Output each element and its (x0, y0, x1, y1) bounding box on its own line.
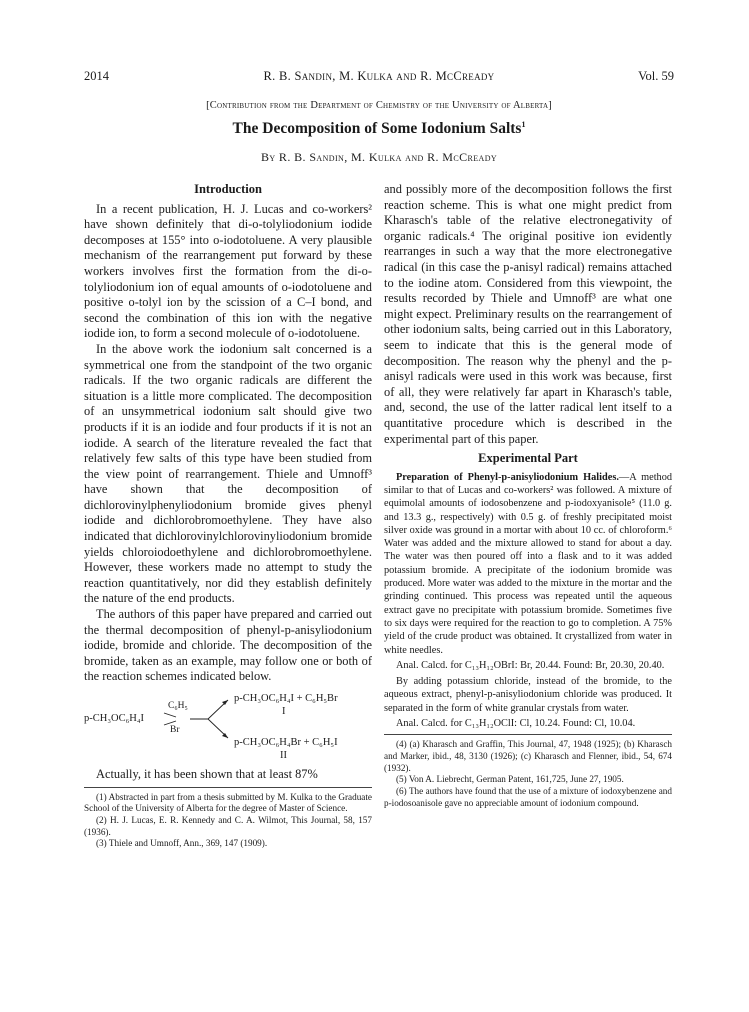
scheme-product-2: p-CH₃OC₆H₄Br + C₆H₅I (234, 737, 338, 748)
continued-paragraph: and possibly more of the decomposition follows the first reaction scheme. This is what one might predict from Kharasch's table of the relative electronegativity of organic radicals.⁴ The original positive ion evidently rearranges in such a way that the more electronegative radical (in this case the p-anisyl radical) remains attached to the iodine atom. Considered from this viewpoint, the results recorded by Thiele and Umnoff³ are what one might expect. Preliminary results on the rearrangement of other iodonium salts, being carried out in this Laboratory, seem to indicate that this is the general mode of decomposition. The reason why the phenyl and the p-anisyl radicals were used in this work was because, first of all, they were relatively far apart in Kharasch's table, and, second, the use of the latter radical lent itself to a quantitative procedure which is described in the experimental part of this paper. (384, 182, 672, 446)
title-footnote-mark: 1 (521, 120, 526, 129)
preparation-text: —A method similar to that of Lucas and co-workers² was followed. A mixture of equimolal amounts of iodosobenzene and p-iodoxyanisole⁵ (11.0 g. and 13.3 g., respectively) with 0.5 g. of freshly precipitated moist silver oxide was ground in a mortar with about 10 cc. of chloroform.⁶ Water was added and the mixture allowed to stand for about a day. The water was then poured off into a flask and to it was added potassium bromide. A precipitate of the iodonium bromide was produced. More water was added to the mixture in the mortar and the grinding continued. This process was repeated until the aqueous extract gave no precipitate with potassium bromide. Sometimes five to six days were required for the reaction to go to completion. A 75% yield of the crude product was obtained. It crystallized from water in white needles. (384, 471, 672, 656)
page-number: 2014 (84, 69, 109, 83)
footnote-5: (5) Von A. Liebrecht, German Patent, 161,725, June 27, 1905. (396, 774, 624, 785)
introduction-heading: Introduction (194, 182, 262, 196)
scheme-label-1: I (282, 706, 286, 717)
scheme-sub-bottom: Br (170, 725, 180, 735)
reaction-scheme (84, 691, 372, 761)
scheme-product-1: p-CH₃OC₆H₄I + C₆H₅Br (234, 693, 338, 704)
article-title-text: The Decomposition of Some Iodonium Salts (232, 120, 522, 138)
experimental-section (384, 471, 672, 731)
scheme-label-2: II (280, 750, 287, 761)
right-column (384, 182, 672, 810)
intro-paragraph-1: In a recent publication, H. J. Lucas and co-workers² have shown definitely that di-o-tolyliodonium iodide decomposes at 155° into o-iodotoluene. A very plausible mechanism of the rearrangement put forward by these workers involves first the formation from the di-o-tolyliodonium ion of equal amounts of o-iodotoluene and positive o-tolyl ion by the scission of a C–I bond, and second the combination of this ion with the negative iodide ion, to form a second molecule of o-iodotoluene. (84, 201, 372, 341)
footnote-3: (3) Thiele and Umnoff, Ann., 369, 147 (1909). (96, 838, 268, 849)
left-column (84, 182, 372, 850)
volume-label: Vol. 59 (638, 69, 674, 83)
analysis-bromide: Anal. Calcd. for C₁₃H₁₂OBrI: Br, 20.44. Found: Br, 20.30, 20.40. (396, 659, 665, 671)
experimental-paragraph-2: By adding potassium chloride, instead of the bromide, to the aqueous extract, phenyl-p-anisyliodonium chloride was produced. It separated in the form of white granular crystals from water. (384, 676, 672, 714)
article-title (84, 120, 674, 138)
footnote-2: (2) H. J. Lucas, E. R. Kennedy and C. A. Wilmot, This Journal, 58, 157 (1936). (84, 815, 372, 837)
byline: By R. B. Sandin, M. Kulka and R. McCready (260, 150, 498, 164)
analysis-chloride: Anal. Calcd. for C₁₃H₁₂OClI: Cl, 10.24. Found: Cl, 10.04. (396, 718, 636, 730)
footnote-6: (6) The authors have found that the use of a mixture of iodoxybenzene and p-iodosoanisole gave no appreciable amount of iodonium compound. (384, 786, 672, 808)
contribution-line: [Contribution from the Department of Chemistry of the University of Alberta] (206, 100, 552, 111)
intro-paragraph-4: Actually, it has been shown that at least 87% (96, 767, 318, 781)
scheme-reactant: p-CH₃OC₆H₄I (84, 713, 144, 724)
running-head (84, 69, 674, 85)
intro-paragraph-2: In the above work the iodonium salt concerned is a symmetrical one from the standpoint of the two organic radicals. If the two organic radicals are different the situation is a little more complicated. The decomposition of an unsymmetrical iodonium salt should give two products if it is an iodide and four products if it is not an iodide. A search of the literature revealed the fact that relatively few salts of this type have been studied from the view point of rearrangement. Thiele and Umnoff³ have shown that the decomposition of dichlorovinylphenyliodonium bromide gives phenyl iodide and dichlorobromoethylene. They have also indicated that dichlorovinylchlorovinyliodonium bromide yields chloroiodoethylene and dichlorobromoethylene. However, these workers made no attempt to study the reaction quantitatively, nor did they establish definitely the nature of the end products. (84, 341, 372, 606)
running-head-authors: R. B. Sandin, M. Kulka and R. McCready (263, 69, 495, 83)
experimental-heading: Experimental Part (478, 451, 578, 466)
scheme-sub-top: C₆H₅ (168, 701, 188, 711)
intro-paragraph-3: The authors of this paper have prepared and carried out the thermal decomposition of phenyl-p-anisyliodonium iodide, bromide and chloride. The decomposition of the bromide, taken as an example, may follow one or both of the reaction schemes indicated below. (84, 607, 372, 684)
experimental-paragraph-1 (384, 471, 672, 657)
footnote-4: (4) (a) Kharasch and Graffin, This Journal, 47, 1948 (1925); (b) Kharasch and Marker, ibid., 48, 3130 (1926); (c) Kharasch and Flenner, ibid., 54, 674 (1932). (384, 739, 672, 773)
footnote-divider (84, 787, 372, 788)
preparation-run-in-head: Preparation of Phenyl-p-anisyliodonium Halides. (396, 471, 619, 483)
footnote-1: (1) Abstracted in part from a thesis submitted by M. Kulka to the Graduate School of the University of Alberta for the degree of Master of Science. (84, 791, 372, 814)
footnote-divider-right (384, 734, 672, 735)
